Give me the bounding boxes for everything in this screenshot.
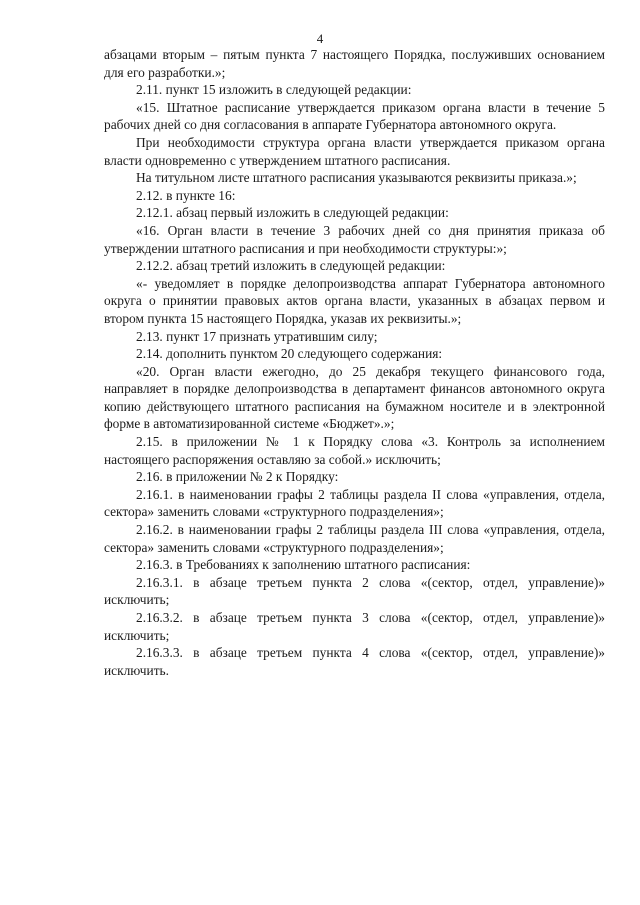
paragraph-2-16-3-2: 2.16.3.2. в абзаце третьем пункта 3 слова «(сектор, отдел, управление)» исключить; bbox=[104, 610, 605, 643]
paragraph-quote-15: «15. Штатное расписание утверждается приказом органа власти в течение 5 рабочих дней со дня согласования в аппарате Губернатора автономного округа. bbox=[104, 99, 605, 133]
document-body bbox=[104, 46, 605, 679]
paragraph-2-14: 2.14. дополнить пунктом 20 следующего содержания: bbox=[136, 346, 443, 362]
paragraph-structure: При необходимости структура органа власти утверждается приказом органа власти одновременно с утверждением штатного расписания. bbox=[104, 134, 605, 168]
paragraph-2-13: 2.13. пункт 17 признать утратившим силу; bbox=[136, 328, 378, 344]
paragraph-quote-notify: «- уведомляет в порядке делопроизводства аппарат Губернатора автономного округа о принятии правовых актов органа власти, указанных в абзацах первом и втором пункта 15 настоящего Порядка, указав их реквизиты.»; bbox=[104, 275, 605, 326]
paragraph-2-15: 2.15. в приложении № 1 к Порядку слова «3. Контроль за исполнением настоящего распоряжения оставляю за собой.» исключить; bbox=[104, 434, 605, 467]
paragraph-2-16-1: 2.16.1. в наименовании графы 2 таблицы раздела II слова «управления, отдела, сектора» заменить словами «структурного подразделения»; bbox=[104, 486, 605, 520]
page-number: 4 bbox=[316, 31, 324, 46]
paragraph-2-16-3: 2.16.3. в Требованиях к заполнению штатного расписания: bbox=[136, 557, 471, 573]
paragraph-2-16-3-1: 2.16.3.1. в абзаце третьем пункта 2 слова «(сектор, отдел, управление)» исключить; bbox=[104, 574, 605, 608]
paragraph-quote-16: «16. Орган власти в течение 3 рабочих дней со дня принятия приказа об утверждении штатного расписания и при необходимости структуры:»; bbox=[104, 222, 605, 256]
paragraph-2-16-3-3: 2.16.3.3. в абзаце третьем пункта 4 слова «(сектор, отдел, управление)» исключить. bbox=[104, 645, 605, 678]
paragraph-title-sheet: На титульном листе штатного расписания указываются реквизиты приказа.»; bbox=[136, 170, 577, 186]
paragraph-quote-20: «20. Орган власти ежегодно, до 25 декабря текущего финансового года, направляет в порядке делопроизводства в департамент финансов автономного округа копию действующего штатного расписания на бумажном носителе и в электронной форме в автоматизированной системе «Бюджет».»; bbox=[104, 363, 605, 432]
paragraph-2-12-2: 2.12.2. абзац третий изложить в следующей редакции: bbox=[136, 258, 446, 274]
paragraph-2-16: 2.16. в приложении № 2 к Порядку: bbox=[136, 469, 339, 485]
paragraph-2-12-1: 2.12.1. абзац первый изложить в следующей редакции: bbox=[136, 205, 449, 221]
paragraph-continuation: абзацами вторым – пятым пункта 7 настоящего Порядка, послуживших основанием для его разработки.»; bbox=[104, 47, 605, 80]
paragraph-2-12: 2.12. в пункте 16: bbox=[136, 187, 236, 203]
paragraph-2-16-2: 2.16.2. в наименовании графы 2 таблицы раздела III слова «управления, отдела, сектора» заменить словами «структурного подразделения»; bbox=[104, 522, 605, 555]
paragraph-2-11: 2.11. пункт 15 изложить в следующей редакции: bbox=[136, 82, 412, 98]
